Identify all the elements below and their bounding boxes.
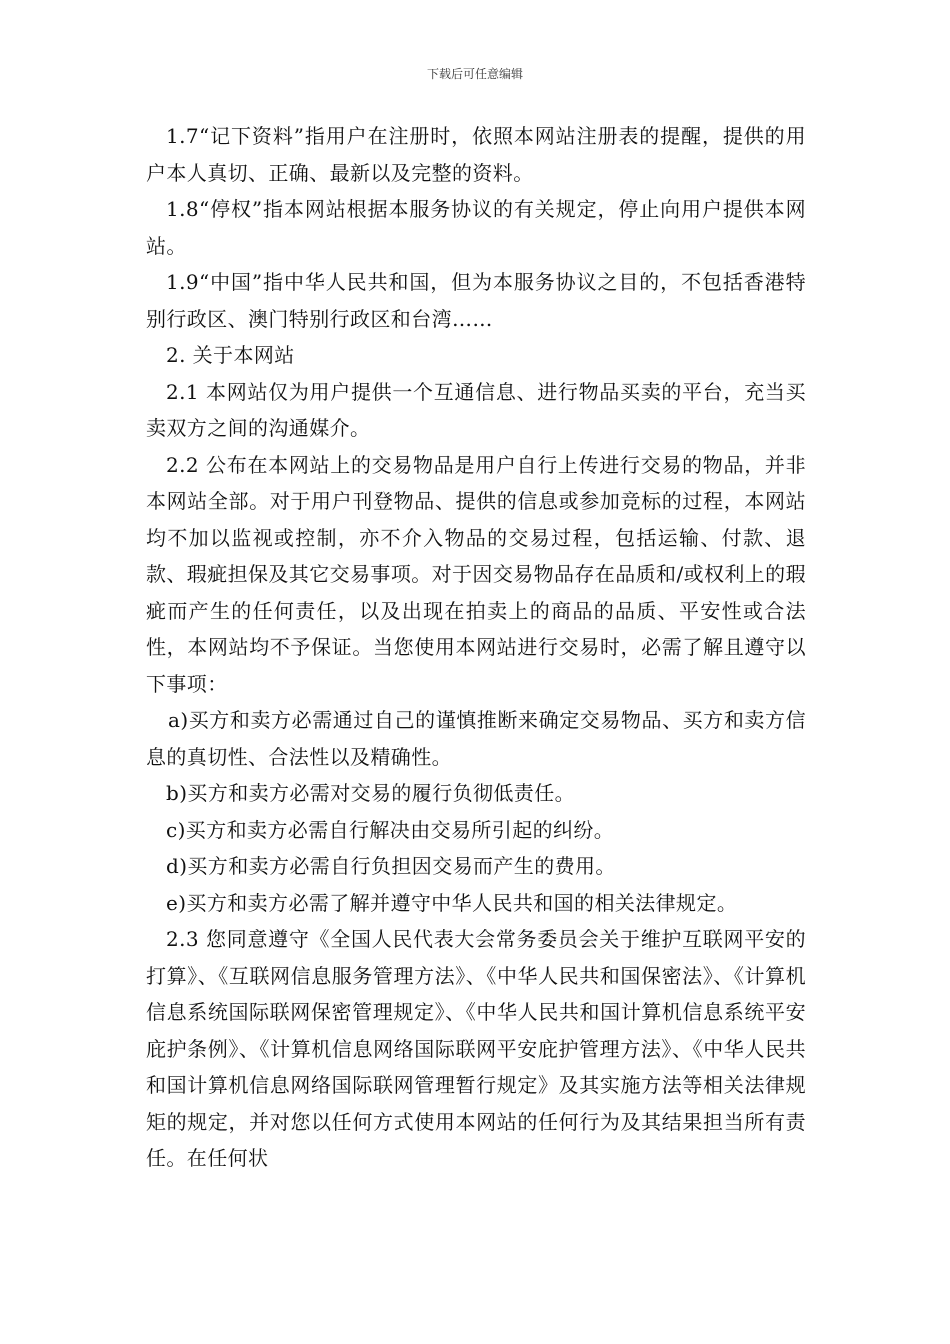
paragraph-2-2: 2.2 公布在本网站上的交易物品是用户自行上传进行交易的物品，并非本网站全部。对于用户刊登物品、提供的信息或参加竞标的过程，本网站均不加以监视或控制，亦不介入物品的交易过程，包括运输、付款、退款、瑕疵担保及其它交易事项。对于因交易物品存在品质和/或权利上的瑕疵而产生的任何责任，以及出现在拍卖上的商品的品质、平安性或合法性，本网站均不予保证。当您使用本网站进行交易时，必需了解且遵守以下事项： [146, 452, 806, 696]
list-item-e: e)买方和卖方必需了解并遵守中华人民共和国的相关法律规定。 [166, 890, 738, 915]
page-header: 下载后可任意编辑 [426, 67, 523, 81]
paragraph-1-7: 1.7“记下资料”指用户在注册时，依照本网站注册表的提醒，提供的用户本人真切、正确、最新以及完整的资料。 [146, 124, 806, 185]
list-item-b: b)买方和卖方必需对交易的履行负彻低责任。 [166, 781, 576, 805]
paragraph-1-8: 1.8“停权”指本网站根据本服务协议的有关规定，停止向用户提供本网站。 [146, 197, 806, 258]
list-item-d: d)买方和卖方必需自行负担因交易而产生的费用。 [166, 854, 616, 878]
list-item-c: c)买方和卖方必需自行解决由交易所引起的纠纷。 [166, 817, 615, 842]
list-item-a: a)买方和卖方必需通过自己的谨慎推断来确定交易物品、买方和卖方信息的真切性、合法性以及精确性。 [146, 708, 806, 769]
paragraph-2-3: 2.3 您同意遵守《全国人民代表大会常务委员会关于维护互联网平安的打算》、《互联网信息服务管理方法》、《中华人民共和国保密法》、《计算机信息系统国际联网保密管理规定》、《中华人民共和国计算机信息系统平安庇护条例》、《计算机信息网络国际联网平安庇护管理方法》、《中华人民共和国计算机信息网络国际联网管理暂行规定》及其实施方法等相关法律规矩的规定，并对您以任何方式使用本网站的任何行为及其结果担当所有责任。在任何状 [146, 927, 806, 1170]
paragraph-2-1: 2.1 本网站仅为用户提供一个互通信息、进行物品买卖的平台，充当买卖双方之间的沟通媒介。 [146, 379, 806, 440]
document-body [146, 118, 806, 1177]
section-heading-2: 2. 关于本网站 [166, 343, 295, 367]
paragraph-1-9: 1.9“中国”指中华人民共和国，但为本服务协议之目的，不包括香港特别行政区、澳门特别行政区和台湾…… [146, 270, 806, 331]
